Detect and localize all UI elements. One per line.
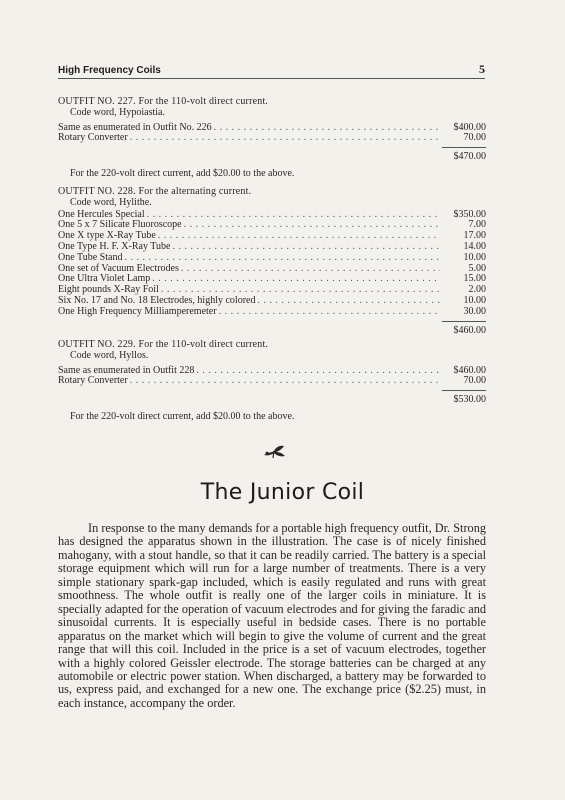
item-label: One Hercules Special: [58, 208, 145, 220]
item-price: $400.00: [453, 121, 486, 133]
item-label: One Ultra Violet Lamp: [58, 273, 151, 285]
item-price: $350.00: [453, 208, 486, 220]
leaf-ornament-icon: [262, 443, 288, 459]
price-row: [58, 133, 486, 144]
item-label: Rotary Converter: [58, 132, 128, 144]
leader-dots: [219, 307, 440, 318]
code-word: Code word, Hypoiastia.: [70, 106, 165, 118]
item-price: 70.00: [463, 132, 486, 144]
item-label: One Type H. F. X-Ray Tube: [58, 240, 171, 252]
item-price: 15.00: [463, 273, 486, 285]
item-label: One High Frequency Milliamperemeter: [58, 305, 217, 317]
outfit-228: [58, 187, 486, 336]
leader-dots: [184, 220, 440, 231]
leader-dots: [196, 366, 440, 377]
body-paragraph: In response to the many demands for a portable high frequency outfit, Dr. Strong has designed the apparatus shown in the illustration. The case is of nicely finished mahogany, with a stout handle, so that it can be readily carried. The battery is a special storage equipment which will run for a large number of treatments. There is a very simple stationary spark-gap included, which is easily regulated and runs with great smoothness. The whole outfit is really one of the larger coils in miniature. It is specially adapted for the operation of vacuum electrodes and for giving the faradic and sinusoidal currents. It is especially useful in bedside cases. There is no portable apparatus on the market which will begin to give the volume of current and the great range that will this coil. Included in the price is a set of vacuum electrodes, together with a highly colored Geissler electrode. The storage batteries can be charged at any automobile or electric power station. When discharged, a battery may be forwarded to us, express paid, and exchanged for a new one. The exchange price ($2.25) must, in each instance, accompany the order.: [58, 521, 486, 710]
leader-dots: [181, 264, 440, 275]
outfit-total: $470.00: [453, 151, 486, 163]
leader-dots: [214, 123, 440, 134]
outfit-227: [58, 97, 486, 180]
outfit-note: For the 220-volt direct current, add $20.00 to the above.: [70, 410, 295, 422]
item-label: One 5 x 7 Silicate Fluoroscope: [58, 219, 182, 231]
leader-dots: [124, 253, 440, 264]
leader-dots: [147, 210, 440, 221]
item-price: 30.00: [463, 305, 486, 317]
item-label: Eight pounds X-Ray Foil: [58, 284, 159, 296]
leader-dots: [130, 133, 440, 144]
page-number: 5: [479, 62, 485, 76]
price-row: [58, 253, 486, 264]
price-row: [58, 376, 486, 387]
total-rule: [442, 321, 486, 322]
outfit-heading: OUTFIT NO. 227. For the 110-volt direct current.: [58, 96, 269, 107]
outfit-total: $460.00: [453, 324, 486, 336]
outfit-total: $530.00: [453, 394, 486, 406]
item-price: 7.00: [468, 219, 486, 231]
item-price: 70.00: [463, 375, 486, 387]
item-label: One Tube Stand: [58, 251, 123, 263]
leader-dots: [158, 231, 440, 242]
header-rule: [58, 78, 485, 79]
item-price: 2.00: [468, 284, 486, 296]
item-price: 10.00: [463, 251, 486, 263]
running-title: High Frequency Coils: [58, 65, 161, 76]
outfit-heading: OUTFIT NO. 228. For the alternating current.: [58, 186, 252, 197]
item-price: $460.00: [453, 364, 486, 376]
outfit-note: For the 220-volt direct current, add $20.00 to the above.: [70, 167, 295, 179]
item-price: 14.00: [463, 240, 486, 252]
item-price: 5.00: [468, 262, 486, 274]
outfit-heading: OUTFIT NO. 229. For the 110-volt direct current.: [58, 339, 269, 350]
leader-dots: [257, 296, 440, 307]
item-label: Six No. 17 and No. 18 Electrodes, highly colored: [58, 294, 256, 306]
code-word: Code word, Hylithe.: [70, 196, 152, 208]
item-label: Same as enumerated in Outfit 228: [58, 364, 195, 376]
item-price: 10.00: [463, 294, 486, 306]
item-label: One X type X-Ray Tube: [58, 230, 156, 242]
code-word: Code word, Hyllos.: [70, 349, 149, 361]
leader-dots: [152, 274, 440, 285]
section-title: The Junior Coil: [200, 480, 365, 505]
leader-dots: [173, 242, 441, 253]
item-label: Rotary Converter: [58, 375, 128, 387]
price-row: [58, 242, 486, 253]
total-rule: [442, 390, 486, 391]
price-row: [58, 307, 486, 318]
total-rule: [442, 147, 486, 148]
item-label: One set of Vacuum Electrodes: [58, 262, 179, 274]
outfit-229: [58, 340, 486, 423]
item-price: 17.00: [463, 230, 486, 242]
item-label: Same as enumerated in Outfit No. 226: [58, 121, 212, 133]
leader-dots: [130, 376, 440, 387]
running-header: [58, 62, 485, 77]
